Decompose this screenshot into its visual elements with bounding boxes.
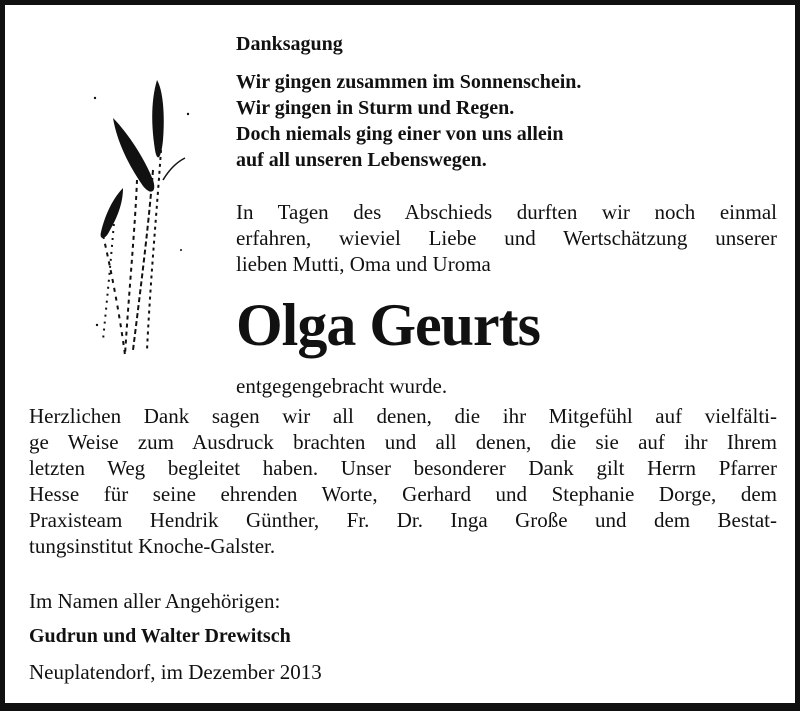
thanks-line: ge Weise zum Ausdruck brachten und all denen, die sie auf ihr Ihrem: [29, 430, 777, 454]
poem-line: Wir gingen zusammen im Sonnenschein.: [236, 71, 582, 93]
intro-line: lieben Mutti, Oma und Uroma: [236, 252, 491, 276]
poem-line: auf all unseren Lebenswegen.: [236, 149, 487, 171]
intro-text: [236, 199, 777, 277]
poem-line: Doch niemals ging einer von uns allein: [236, 123, 564, 145]
thanks-line: letzten Weg begleitet haben. Unser besonderer Dank gilt Herrn Pfarrer: [29, 456, 777, 480]
intro-line: In Tagen des Abschieds durften wir noch einmal: [236, 200, 777, 224]
poem-line: Wir gingen in Sturm und Regen.: [236, 97, 515, 119]
thanks-line: Herzlichen Dank sagen wir all denen, die ihr Mitgefühl auf vielfälti-: [29, 404, 777, 428]
poem: [236, 69, 581, 173]
thanks-line: Hesse für seine ehrenden Worte, Gerhard und Stephanie Dorge, dem: [29, 482, 777, 506]
notice-heading: Danksagung: [236, 33, 343, 55]
thanks-line: tungsinstitut Knoche-Galster.: [29, 534, 276, 558]
thanks-line: Praxisteam Hendrik Günther, Fr. Dr. Inga Große und dem Bestat-: [29, 508, 777, 532]
signers: Gudrun und Walter Drewitsch: [29, 625, 291, 647]
thanks-paragraph: [29, 403, 777, 559]
after-name-text: entgegengebracht wurde.: [236, 374, 448, 398]
wheat-stalks-icon: [85, 70, 205, 370]
intro-line: erfahren, wieviel Liebe und Wertschätzung unserer: [236, 226, 777, 250]
behalf-line: Im Namen aller Angehörigen:: [29, 589, 281, 613]
deceased-name: Olga Geurts: [236, 292, 540, 358]
place-date: Neuplatendorf, im Dezember 2013: [29, 660, 322, 684]
